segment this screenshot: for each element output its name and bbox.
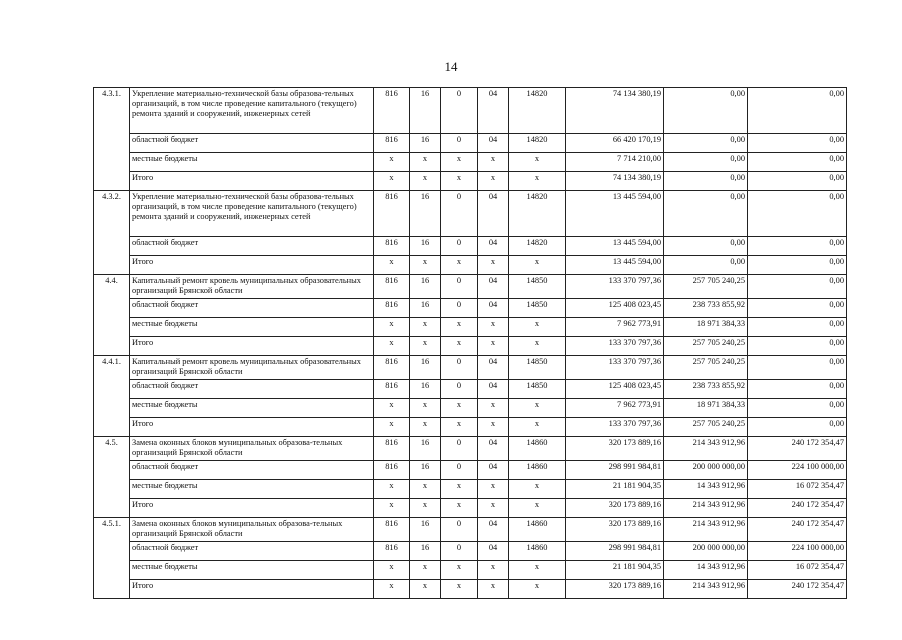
code-admin: х xyxy=(374,561,410,580)
amount-year-1: 298 991 984,81 xyxy=(566,461,664,480)
code-section: 04 xyxy=(478,518,509,542)
code-direction: 14820 xyxy=(509,191,566,237)
code-direction: 14820 xyxy=(509,88,566,134)
code-admin: х xyxy=(374,480,410,499)
code-admin: х xyxy=(374,399,410,418)
amount-year-1: 21 181 904,35 xyxy=(566,561,664,580)
table-row xyxy=(94,318,847,337)
amount-year-1: 320 173 889,16 xyxy=(566,437,664,461)
code-section: х xyxy=(478,172,509,191)
code-admin: 816 xyxy=(374,542,410,561)
code-section: 04 xyxy=(478,356,509,380)
code-admin: 816 xyxy=(374,437,410,461)
amount-year-3: 224 100 000,00 xyxy=(748,461,847,480)
table-row xyxy=(94,580,847,599)
code-section: 04 xyxy=(478,237,509,256)
code-direction: х xyxy=(509,480,566,499)
amount-year-2: 0,00 xyxy=(664,134,748,153)
amount-year-1: 21 181 904,35 xyxy=(566,480,664,499)
amount-year-2: 0,00 xyxy=(664,88,748,134)
amount-year-3: 0,00 xyxy=(748,237,847,256)
code-section: х xyxy=(478,418,509,437)
code-program: х xyxy=(410,337,441,356)
code-subprogram: 0 xyxy=(441,237,478,256)
code-admin: х xyxy=(374,499,410,518)
row-label: Итого xyxy=(130,337,374,356)
code-section: 04 xyxy=(478,191,509,237)
code-admin: 816 xyxy=(374,191,410,237)
code-admin: 816 xyxy=(374,134,410,153)
code-subprogram: 0 xyxy=(441,461,478,480)
code-direction: х xyxy=(509,153,566,172)
amount-year-3: 0,00 xyxy=(748,380,847,399)
code-section: х xyxy=(478,318,509,337)
code-program: х xyxy=(410,580,441,599)
amount-year-1: 298 991 984,81 xyxy=(566,542,664,561)
table-row xyxy=(94,237,847,256)
page-number: 14 xyxy=(444,59,458,74)
amount-year-1: 133 370 797,36 xyxy=(566,275,664,299)
code-program: 16 xyxy=(410,461,441,480)
amount-year-1: 13 445 594,00 xyxy=(566,237,664,256)
code-program: 16 xyxy=(410,518,441,542)
table-row xyxy=(94,337,847,356)
item-number: 4.5.1. xyxy=(94,518,130,599)
row-label: местные бюджеты xyxy=(130,399,374,418)
table-row-section xyxy=(94,518,847,542)
table-row-section xyxy=(94,356,847,380)
code-program: 16 xyxy=(410,237,441,256)
amount-year-2: 238 733 855,92 xyxy=(664,380,748,399)
code-direction: х xyxy=(509,418,566,437)
amount-year-3: 0,00 xyxy=(748,399,847,418)
row-label: областной бюджет xyxy=(130,542,374,561)
amount-year-3: 0,00 xyxy=(748,318,847,337)
row-label: Укрепление материально-технической базы образова-тельных организаций, в том числе проведение капитального (текущего) ремонта зданий и сооружений, инженерных сетей xyxy=(130,88,374,134)
code-program: 16 xyxy=(410,356,441,380)
amount-year-1: 320 173 889,16 xyxy=(566,499,664,518)
row-label: областной бюджет xyxy=(130,134,374,153)
code-section: х xyxy=(478,580,509,599)
row-label: Итого xyxy=(130,418,374,437)
code-direction: х xyxy=(509,499,566,518)
amount-year-3: 224 100 000,00 xyxy=(748,542,847,561)
code-direction: х xyxy=(509,399,566,418)
code-admin: х xyxy=(374,172,410,191)
code-section: х xyxy=(478,561,509,580)
table-row xyxy=(94,172,847,191)
item-number: 4.3.1. xyxy=(94,88,130,191)
table-row xyxy=(94,299,847,318)
code-admin: 816 xyxy=(374,237,410,256)
code-subprogram: 0 xyxy=(441,275,478,299)
code-section: х xyxy=(478,153,509,172)
amount-year-2: 257 705 240,25 xyxy=(664,337,748,356)
code-subprogram: 0 xyxy=(441,380,478,399)
code-section: х xyxy=(478,480,509,499)
amount-year-1: 133 370 797,36 xyxy=(566,356,664,380)
row-label: местные бюджеты xyxy=(130,318,374,337)
amount-year-1: 125 408 023,45 xyxy=(566,380,664,399)
code-subprogram: 0 xyxy=(441,299,478,318)
amount-year-3: 0,00 xyxy=(748,153,847,172)
item-number: 4.5. xyxy=(94,437,130,518)
amount-year-3: 0,00 xyxy=(748,88,847,134)
code-admin: 816 xyxy=(374,356,410,380)
amount-year-1: 7 962 773,91 xyxy=(566,399,664,418)
amount-year-2: 18 971 384,33 xyxy=(664,399,748,418)
amount-year-2: 214 343 912,96 xyxy=(664,499,748,518)
code-admin: х xyxy=(374,318,410,337)
row-label: Итого xyxy=(130,256,374,275)
row-label: Замена оконных блоков муниципальных образова-тельных организаций Брянской области xyxy=(130,437,374,461)
table-row xyxy=(94,256,847,275)
row-label: областной бюджет xyxy=(130,237,374,256)
code-direction: х xyxy=(509,337,566,356)
code-admin: х xyxy=(374,418,410,437)
code-section: х xyxy=(478,256,509,275)
table-row xyxy=(94,542,847,561)
table-row xyxy=(94,134,847,153)
code-subprogram: х xyxy=(441,172,478,191)
amount-year-1: 320 173 889,16 xyxy=(566,518,664,542)
amount-year-3: 0,00 xyxy=(748,134,847,153)
code-section: 04 xyxy=(478,88,509,134)
code-program: х xyxy=(410,480,441,499)
code-admin: 816 xyxy=(374,461,410,480)
code-subprogram: х xyxy=(441,399,478,418)
amount-year-3: 240 172 354,47 xyxy=(748,437,847,461)
code-subprogram: 0 xyxy=(441,88,478,134)
amount-year-3: 0,00 xyxy=(748,191,847,237)
code-admin: х xyxy=(374,256,410,275)
amount-year-1: 7 714 210,00 xyxy=(566,153,664,172)
table-row-section xyxy=(94,88,847,134)
code-admin: х xyxy=(374,580,410,599)
code-subprogram: х xyxy=(441,153,478,172)
table-row xyxy=(94,380,847,399)
amount-year-2: 214 343 912,96 xyxy=(664,518,748,542)
code-subprogram: 0 xyxy=(441,518,478,542)
amount-year-2: 257 705 240,25 xyxy=(664,356,748,380)
code-subprogram: 0 xyxy=(441,542,478,561)
code-section: 04 xyxy=(478,437,509,461)
code-admin: 816 xyxy=(374,518,410,542)
code-direction: х xyxy=(509,561,566,580)
code-direction: 14850 xyxy=(509,380,566,399)
code-program: х xyxy=(410,256,441,275)
row-label: Итого xyxy=(130,172,374,191)
amount-year-1: 74 134 380,19 xyxy=(566,172,664,191)
table-row xyxy=(94,153,847,172)
amount-year-1: 66 420 170,19 xyxy=(566,134,664,153)
amount-year-2: 257 705 240,25 xyxy=(664,418,748,437)
code-direction: х xyxy=(509,580,566,599)
row-label: Укрепление материально-технической базы образова-тельных организаций, в том числе проведение капитального (текущего) ремонта зданий и сооружений, инженерных сетей xyxy=(130,191,374,237)
amount-year-1: 320 173 889,16 xyxy=(566,580,664,599)
row-label: местные бюджеты xyxy=(130,561,374,580)
row-label: местные бюджеты xyxy=(130,153,374,172)
code-subprogram: х xyxy=(441,580,478,599)
amount-year-1: 125 408 023,45 xyxy=(566,299,664,318)
code-program: 16 xyxy=(410,437,441,461)
amount-year-1: 7 962 773,91 xyxy=(566,318,664,337)
amount-year-1: 133 370 797,36 xyxy=(566,337,664,356)
amount-year-2: 238 733 855,92 xyxy=(664,299,748,318)
row-label: Замена оконных блоков муниципальных образова-тельных организаций Брянской области xyxy=(130,518,374,542)
amount-year-1: 74 134 380,19 xyxy=(566,88,664,134)
row-label: местные бюджеты xyxy=(130,480,374,499)
amount-year-1: 13 445 594,00 xyxy=(566,191,664,237)
row-label: Капитальный ремонт кровель муниципальных образовательных организаций Брянской области xyxy=(130,356,374,380)
code-direction: 14860 xyxy=(509,437,566,461)
code-subprogram: 0 xyxy=(441,134,478,153)
code-subprogram: х xyxy=(441,418,478,437)
row-label: областной бюджет xyxy=(130,461,374,480)
amount-year-3: 16 072 354,47 xyxy=(748,480,847,499)
amount-year-3: 0,00 xyxy=(748,256,847,275)
code-subprogram: х xyxy=(441,561,478,580)
code-direction: х xyxy=(509,318,566,337)
row-label: Капитальный ремонт кровель муниципальных образовательных организаций Брянской области xyxy=(130,275,374,299)
amount-year-2: 200 000 000,00 xyxy=(664,542,748,561)
code-direction: 14820 xyxy=(509,134,566,153)
amount-year-2: 214 343 912,96 xyxy=(664,580,748,599)
code-program: х xyxy=(410,153,441,172)
code-section: х xyxy=(478,399,509,418)
row-label: Итого xyxy=(130,580,374,599)
code-direction: 14850 xyxy=(509,356,566,380)
amount-year-3: 240 172 354,47 xyxy=(748,580,847,599)
code-section: 04 xyxy=(478,461,509,480)
table-row xyxy=(94,418,847,437)
code-program: 16 xyxy=(410,275,441,299)
code-direction: х xyxy=(509,172,566,191)
code-direction: 14850 xyxy=(509,275,566,299)
code-direction: 14860 xyxy=(509,542,566,561)
code-direction: 14850 xyxy=(509,299,566,318)
row-label: Итого xyxy=(130,499,374,518)
code-subprogram: 0 xyxy=(441,437,478,461)
table-row xyxy=(94,499,847,518)
code-subprogram: 0 xyxy=(441,356,478,380)
item-number: 4.4. xyxy=(94,275,130,356)
table-row-section xyxy=(94,275,847,299)
amount-year-3: 0,00 xyxy=(748,299,847,318)
code-section: 04 xyxy=(478,542,509,561)
code-subprogram: х xyxy=(441,256,478,275)
amount-year-2: 214 343 912,96 xyxy=(664,437,748,461)
amount-year-3: 16 072 354,47 xyxy=(748,561,847,580)
code-admin: 816 xyxy=(374,275,410,299)
code-admin: х xyxy=(374,153,410,172)
code-direction: 14860 xyxy=(509,518,566,542)
code-program: 16 xyxy=(410,88,441,134)
code-program: х xyxy=(410,561,441,580)
amount-year-3: 0,00 xyxy=(748,418,847,437)
code-subprogram: х xyxy=(441,480,478,499)
amount-year-3: 240 172 354,47 xyxy=(748,518,847,542)
code-program: х xyxy=(410,418,441,437)
code-direction: х xyxy=(509,256,566,275)
code-section: 04 xyxy=(478,275,509,299)
code-program: 16 xyxy=(410,134,441,153)
amount-year-2: 0,00 xyxy=(664,153,748,172)
code-program: х xyxy=(410,499,441,518)
amount-year-3: 0,00 xyxy=(748,172,847,191)
row-label: областной бюджет xyxy=(130,380,374,399)
amount-year-2: 0,00 xyxy=(664,172,748,191)
code-admin: 816 xyxy=(374,299,410,318)
item-number: 4.4.1. xyxy=(94,356,130,437)
code-program: 16 xyxy=(410,299,441,318)
budget-table xyxy=(93,87,847,599)
item-number: 4.3.2. xyxy=(94,191,130,275)
amount-year-3: 240 172 354,47 xyxy=(748,499,847,518)
amount-year-3: 0,00 xyxy=(748,337,847,356)
code-program: 16 xyxy=(410,380,441,399)
table-row xyxy=(94,399,847,418)
code-section: 04 xyxy=(478,134,509,153)
code-section: х xyxy=(478,337,509,356)
code-admin: х xyxy=(374,337,410,356)
code-direction: 14860 xyxy=(509,461,566,480)
code-program: х xyxy=(410,172,441,191)
table-row xyxy=(94,561,847,580)
amount-year-2: 14 343 912,96 xyxy=(664,480,748,499)
table-row-section xyxy=(94,191,847,237)
code-program: х xyxy=(410,399,441,418)
amount-year-3: 0,00 xyxy=(748,275,847,299)
amount-year-2: 0,00 xyxy=(664,237,748,256)
code-subprogram: х xyxy=(441,318,478,337)
code-program: х xyxy=(410,318,441,337)
amount-year-2: 18 971 384,33 xyxy=(664,318,748,337)
amount-year-2: 257 705 240,25 xyxy=(664,275,748,299)
code-section: 04 xyxy=(478,299,509,318)
code-admin: 816 xyxy=(374,380,410,399)
code-subprogram: х xyxy=(441,499,478,518)
code-subprogram: х xyxy=(441,337,478,356)
code-section: 04 xyxy=(478,380,509,399)
row-label: областной бюджет xyxy=(130,299,374,318)
table-row xyxy=(94,461,847,480)
amount-year-2: 14 343 912,96 xyxy=(664,561,748,580)
amount-year-1: 13 445 594,00 xyxy=(566,256,664,275)
code-program: 16 xyxy=(410,191,441,237)
amount-year-2: 0,00 xyxy=(664,191,748,237)
code-program: 16 xyxy=(410,542,441,561)
code-subprogram: 0 xyxy=(441,191,478,237)
code-direction: 14820 xyxy=(509,237,566,256)
amount-year-3: 0,00 xyxy=(748,356,847,380)
amount-year-2: 200 000 000,00 xyxy=(664,461,748,480)
code-section: х xyxy=(478,499,509,518)
code-admin: 816 xyxy=(374,88,410,134)
table-row-section xyxy=(94,437,847,461)
amount-year-1: 133 370 797,36 xyxy=(566,418,664,437)
table-row xyxy=(94,480,847,499)
amount-year-2: 0,00 xyxy=(664,256,748,275)
